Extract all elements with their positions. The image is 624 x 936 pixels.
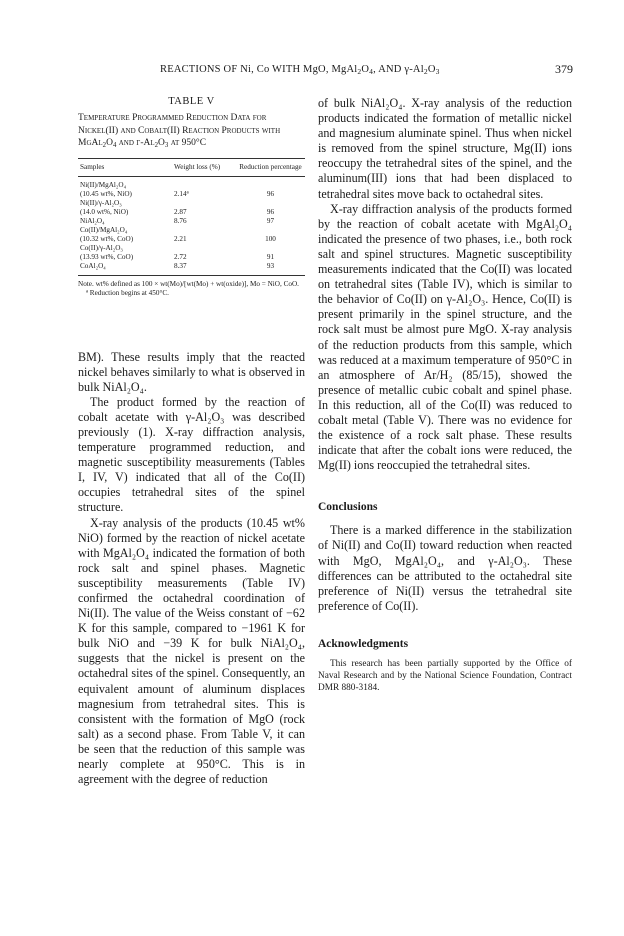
table-header-row [78,158,305,176]
table-cell [172,199,236,208]
table-cell: CoAl₂O₄ [80,261,106,270]
running-header-part: REACTIONS OF Ni, Co WITH MgO, MgAl [160,64,358,75]
table-row [78,176,305,190]
running-header: REACTIONS OF Ni, Co WITH MgO, $MgAl_2O_4$, AND $\gamma-Al_2O_3$ [160,64,440,76]
table-cell: (14.0 wt%, NiO) [80,207,129,216]
table-header-cell: Weight loss (%) [172,158,236,176]
table-title: TABLE V [168,96,215,107]
table-cell: Ni(II)/γ-Al₂O₃ [80,198,122,207]
table-header-cell: Reduction percentage [236,158,305,176]
table-header-cell: Samples [78,158,172,176]
table-cell: Ni(II)/MgAl₂O₄ [80,180,127,189]
table-cell: 8.37 [174,261,187,270]
left-paragraph-1: BM). These results imply that the reacted nickel behaves similarly to what is observed in bulk NiAl₂O₄. [78,349,305,394]
table-cell: 8.76 [174,216,187,225]
table-cell [236,199,305,208]
table-row [78,208,305,217]
table-cell: 93 [266,261,275,270]
spacer [318,650,572,658]
table-footnote: ª Reduction begins at 450°C. [86,288,169,297]
acknowledgments-heading: Acknowledgments [318,637,409,650]
table-row [78,217,305,226]
table-row [78,226,305,235]
table-row [78,262,305,275]
spacer [78,298,305,350]
table-cell: 2.14ª [174,189,189,198]
running-header-part: O [361,64,370,75]
table-cell [172,176,236,190]
right-paragraph-2: X-ray diffraction analysis of the products formed by the reaction of cobalt acetate with MgAl₂O₄ indicated the presence of two phases, i.e., both rock salt and spinel structures. Magnetic susceptibility measurements indicated that the Co(II) was located on tetrahedral sites (Table IV), which is similar to the behavior of Co(II) on γ-Al₂O₃. Hence, Co(II) is present primarily in the spinel structure, and the rock salt must be almost pure MgO. X-ray analysis of the reduction products from this sample, which was reduced at a maximum temperature of 950°C in an atmosphere of Ar/H₂ (85/15), showed the presence of metallic cubic cobalt and spinel phase. In this reduction, all of the Co(II) was reduced to cobalt metal (Table V). There was no evidence for the existence of a rock salt phase. These results indicate that after the cobalt ions were reduced, the Mg(II) ions reoccupied the tetrahedral sites. [318,201,572,473]
table-caption: Temperature Programmed Reduction Data for Nickel(II) and Cobalt(II) Reaction Products with $MgAl_2O_4$ and $\gamma-Al_2O_3$ at 950°C [78,113,281,149]
table-row [78,253,305,262]
table-row [78,235,305,244]
left-column [78,96,305,787]
table-cell [172,244,236,253]
table-cell: 2.87 [174,207,187,216]
table-caption-part: and γ-Al [116,138,155,148]
table-cell: NiAl₂O₄ [80,216,105,225]
table-cell: 2.72 [174,252,187,261]
table-cell: 96 [266,189,275,198]
table-cell [236,244,305,253]
reduction-data-table [78,158,305,275]
table-cell: Co(II)/γ-Al₂O₃ [80,243,123,252]
acknowledgments-paragraph: This research has been partially supported by the Office of Naval Research and by the National Science Foundation, Contract DMR 880-3184. [318,658,572,693]
page-number: 379 [555,62,573,76]
table-cell [236,176,305,190]
table-row [78,199,305,208]
table-caption-part: O [158,138,165,148]
table-note: Note. wt% defined as 100 × wt(Mo)/[wt(Mo) + wt(oxide)], Mo = NiO, CoO. [78,279,299,288]
right-column [318,96,572,694]
running-header-part: , AND γ-Al [373,64,424,75]
table-row [78,190,305,199]
table-row [78,244,305,253]
left-paragraph-3: X-ray analysis of the products (10.45 wt% NiO) formed by the reaction of nickel acetate with MgAl₂O₄ indicated the formation of both rock salt and spinel phases. Magnetic susceptibility measurements (Table IV) confirmed the octahedral coordination of Ni(II). The value of the Weiss constant of −62 K for this sample, compared to −1961 K for bulk NiO and −39 K for bulk NiAl₂O₄, suggests that the nickel is present on the octahedral sites of the spinel. Consequently, an equivalent amount of aluminum displaces magnesium from tetrahedral sites. This is consistent with the formation of MgO (rock salt) as a second phase. From Table V, it can be seen that the reduction of this sample was nearly complete at 950°C. This is in agreement with the degree of reduction [78,515,305,787]
table-caption-part: O [106,138,113,148]
table-cell: (10.32 wt%, CoO) [80,234,134,243]
table-cell [236,226,305,235]
table-cell: Co(II)/MgAl₂O₄ [80,225,128,234]
left-paragraph-2: The product formed by the reaction of cobalt acetate with γ-Al₂O₃ was described previously (1). X-ray diffraction analysis, temperature programmed reduction, and magnetic susceptibility measurements (Tables I, IV, V) indicated that all of the Co(II) occupies tetrahedral sites of the spinel structure. [78,394,305,515]
spacer [318,614,572,638]
spacer [318,513,572,523]
conclusions-paragraph: There is a marked difference in the stabilization of Ni(II) and Co(II) toward reduction when reacted with MgO, MgAl₂O₄, and γ-Al₂O₃. These differences can be attributed to the octahedral site preference of Ni(II) versus the tetrahedral site preference of Co(II). [318,523,572,613]
table-cell: 96 [266,207,275,216]
table-cell: 91 [266,252,275,261]
table-cell [172,226,236,235]
table-cell: 97 [266,216,275,225]
running-header-part: O [427,64,436,75]
table-cell: (10.45 wt%, NiO) [80,189,132,198]
right-paragraph-1: of bulk NiAl₂O₄. X-ray analysis of the reduction products indicated the formation of metallic nickel and magnesium aluminate spinel. Thus when nickel is removed from the spinel structure, Mg(II) ions reoccupy the tetrahedral sites of the spinel, and the aluminum(III) ions that had been displaced to tetrahedral sites move back to octahedral sites. [318,96,572,201]
table-caption-part: at 950°C [168,138,207,148]
table-cell: 2.21 [174,234,187,243]
table-bottom-rule [78,275,305,276]
table-cell: 100 [265,234,276,243]
table-caption-part: Temperature Programmed Reduction Data for Nickel(II) and Cobalt(II) Reaction Products with MgAl [78,113,281,148]
table-cell: (13.93 wt%, CoO) [80,252,134,261]
spacer [318,473,572,501]
conclusions-heading: Conclusions [318,501,378,514]
